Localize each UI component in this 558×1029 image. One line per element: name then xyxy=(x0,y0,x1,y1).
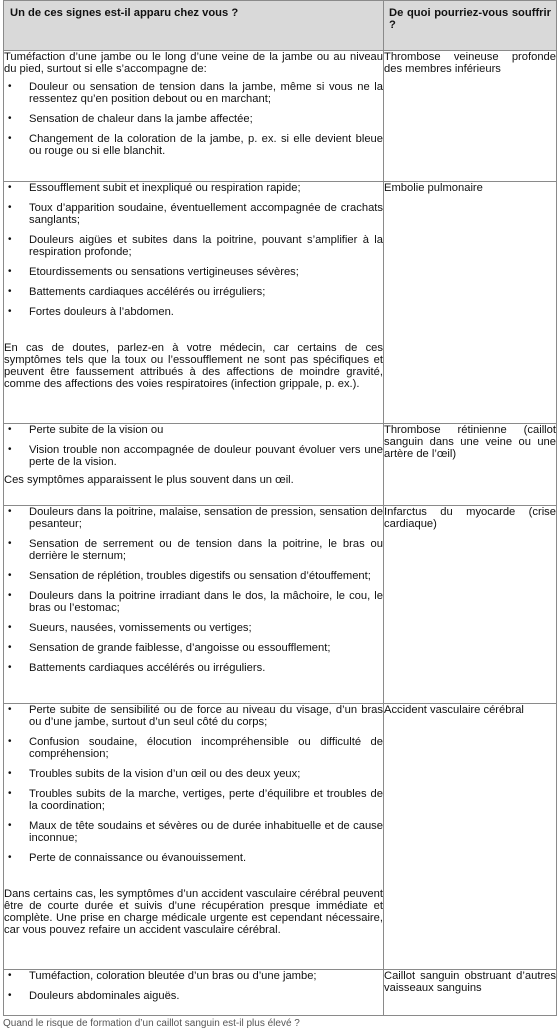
bullet-icon: • xyxy=(8,970,12,981)
list-item: • Essoufflement subit et inexpliqué ou respiration rapide; xyxy=(8,182,301,194)
bullet-icon: • xyxy=(8,990,12,1001)
list-item: • Troubles subits de la vision d’un œil ou des deux yeux; xyxy=(8,768,301,780)
condition-name: Accident vasculaire cérébral xyxy=(384,704,524,716)
table-header-row xyxy=(4,1,557,51)
list-item: • Sueurs, nausées, vomissements ou vertiges; xyxy=(8,622,252,634)
symptoms-cell xyxy=(4,704,384,970)
bullet-icon: • xyxy=(8,506,12,517)
condition-name: Infarctus du myocarde (crise cardiaque) xyxy=(384,506,556,530)
bullet-icon: • xyxy=(8,662,12,673)
symptom-list xyxy=(4,970,383,1002)
symptom-list xyxy=(4,81,383,157)
bullet-icon: • xyxy=(8,590,12,601)
condition-name: Embolie pulmonaire xyxy=(384,182,483,194)
list-item: • Sensation de grande faiblesse, d’angoisse ou essoufflement; xyxy=(8,642,331,654)
list-item: • Fortes douleurs à l’abdomen. xyxy=(8,306,174,318)
list-item: • Tuméfaction, coloration bleutée d’un bras ou d’une jambe; xyxy=(8,970,317,982)
bullet-icon: • xyxy=(8,424,12,435)
symptom-table xyxy=(3,0,557,1016)
bullet-icon: • xyxy=(8,820,12,831)
bullet-icon: • xyxy=(8,622,12,633)
bullet-icon: • xyxy=(8,704,12,715)
list-item: • Confusion soudaine, élocution incompréhensible ou difficulté de compréhension; xyxy=(8,736,383,760)
bullet-icon: • xyxy=(8,642,12,653)
list-item: • Douleurs dans la poitrine, malaise, sensation de pression, sensation de pesanteur; xyxy=(8,506,383,530)
list-item: • Etourdissements ou sensations vertigineuses sévères; xyxy=(8,266,299,278)
bullet-icon: • xyxy=(8,444,12,455)
table-row xyxy=(4,970,557,1016)
symptom-list xyxy=(4,506,383,674)
condition-name: Thrombose rétinienne (caillot sanguin dans une veine ou une artère de l’œil) xyxy=(384,424,556,460)
list-item: • Sensation de chaleur dans la jambe affectée; xyxy=(8,113,253,125)
symptoms-cell xyxy=(4,182,384,424)
bullet-icon: • xyxy=(8,266,12,277)
bullet-icon: • xyxy=(8,133,12,144)
bullet-icon: • xyxy=(8,81,12,92)
table-row xyxy=(4,424,557,506)
list-item: • Douleurs dans la poitrine irradiant dans le dos, la mâchoire, le cou, le bras ou l’estomac; xyxy=(8,590,383,614)
condition-cell xyxy=(384,704,557,970)
header-condition: De quoi pourriez-vous souffrir ? xyxy=(384,1,557,51)
list-item: • Sensation de serrement ou de tension dans la poitrine, le bras ou derrière le sternum; xyxy=(8,538,383,562)
condition-cell xyxy=(384,51,557,182)
symptom-list xyxy=(4,704,383,864)
symptoms-cell xyxy=(4,970,384,1016)
list-item: • Perte subite de sensibilité ou de force au niveau du visage, d’un bras ou d’une jambe, surtout d’un seul côté du corps; xyxy=(8,704,383,728)
symptom-intro: Tuméfaction d’une jambe ou le long d’une veine de la jambe ou au niveau du pied, surtout si elle s’accompagne de: xyxy=(4,51,383,75)
symptoms-cell xyxy=(4,506,384,704)
list-item: • Vision trouble non accompagnée de douleur pouvant évoluer vers une perte de la vision. xyxy=(8,444,383,468)
list-item: • Battements cardiaques accélérés ou irréguliers. xyxy=(8,662,266,674)
list-item: • Douleurs aigües et subites dans la poitrine, pouvant s’amplifier à la respiration profonde; xyxy=(8,234,383,258)
bullet-icon: • xyxy=(8,286,12,297)
bullet-icon: • xyxy=(8,182,12,193)
bullet-icon: • xyxy=(8,306,12,317)
table-row xyxy=(4,51,557,182)
list-item: • Toux d’apparition soudaine, éventuellement accompagnée de crachats sanglants; xyxy=(8,202,383,226)
condition-name: Caillot sanguin obstruant d’autres vaisseaux sanguins xyxy=(384,970,556,994)
bullet-icon: • xyxy=(8,788,12,799)
bullet-icon: • xyxy=(8,113,12,124)
condition-cell xyxy=(384,424,557,506)
bullet-icon: • xyxy=(8,570,12,581)
list-item: • Maux de tête soudains et sévères ou de durée inhabituelle et de cause inconnue; xyxy=(8,820,383,844)
condition-name: Thrombose veineuse profonde des membres inférieurs xyxy=(384,51,556,75)
symptoms-cell xyxy=(4,51,384,182)
symptom-note: Ces symptômes apparaissent le plus souvent dans un œil. xyxy=(4,474,294,486)
symptom-list xyxy=(4,424,383,468)
condition-cell xyxy=(384,182,557,424)
table-row xyxy=(4,182,557,424)
symptom-list xyxy=(4,182,383,318)
symptoms-cell xyxy=(4,424,384,506)
symptom-note: Dans certains cas, les symptômes d’un accident vasculaire cérébral peuvent être de courte durée et suivis d’une récupération presque immédiate et complète. Une prise en charge médicale urgente est cependant nécessaire, car vous pouvez refaire un accident vasculaire cérébral. xyxy=(4,888,383,936)
bullet-icon: • xyxy=(8,852,12,863)
bullet-icon: • xyxy=(8,234,12,245)
list-item: • Douleurs abdominales aiguës. xyxy=(8,990,180,1002)
condition-cell xyxy=(384,970,557,1016)
list-item: • Sensation de réplétion, troubles digestifs ou sensation d’étouffement; xyxy=(8,570,371,582)
list-item: • Perte subite de la vision ou xyxy=(8,424,164,436)
list-item: • Changement de la coloration de la jambe, p. ex. si elle devient bleue ou rouge ou si elle blanchit. xyxy=(8,133,383,157)
table-row xyxy=(4,506,557,704)
footer-heading-cut: Quand le risque de formation d’un caillot sanguin est-il plus élevé ? xyxy=(3,1018,300,1029)
list-item: • Battements cardiaques accélérés ou irréguliers; xyxy=(8,286,266,298)
bullet-icon: • xyxy=(8,538,12,549)
bullet-icon: • xyxy=(8,202,12,213)
bullet-icon: • xyxy=(8,736,12,747)
symptom-note: En cas de doutes, parlez-en à votre médecin, car certains de ces symptômes tels que la toux ou l’essoufflement ne sont pas spécifiques et peuvent être faussement attribués à des affections de moindre gravité, comme des affections des voies respiratoires (infection grippale, p. ex.). xyxy=(4,342,383,390)
table-row xyxy=(4,704,557,970)
condition-cell xyxy=(384,506,557,704)
header-signs: Un de ces signes est-il apparu chez vous ? xyxy=(4,1,384,51)
list-item: • Douleur ou sensation de tension dans la jambe, même si vous ne la ressentez qu’en position debout ou en marchant; xyxy=(8,81,383,105)
list-item: • Perte de connaissance ou évanouissement. xyxy=(8,852,247,864)
list-item: • Troubles subits de la marche, vertiges, perte d’équilibre et troubles de la coordination; xyxy=(8,788,383,812)
bullet-icon: • xyxy=(8,768,12,779)
